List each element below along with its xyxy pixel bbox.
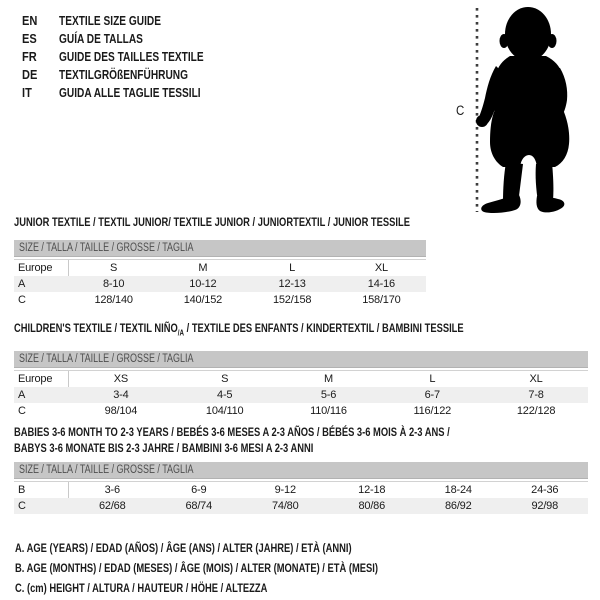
- baby-silhouette: [476, 7, 569, 213]
- value-cell: 14-16: [367, 278, 395, 290]
- language-code: IT: [22, 85, 32, 100]
- section-title: [14, 214, 426, 230]
- value-cell: 86/92: [444, 500, 472, 512]
- value-cell: 122/128: [516, 405, 556, 418]
- language-code: DE: [22, 67, 38, 82]
- table-row: [14, 387, 588, 403]
- size-guide-section: [14, 320, 588, 419]
- size-header-bar: [14, 462, 588, 479]
- value-cell: 7-8: [528, 389, 544, 402]
- row-label-cell: C: [18, 294, 26, 306]
- value-cell: 3-6: [104, 484, 120, 496]
- value-cell: 80/86: [358, 500, 386, 512]
- value-cell: M: [324, 373, 333, 386]
- row-label-cell: Europe: [14, 260, 69, 276]
- language-code: EN: [22, 13, 38, 28]
- value-cell: 10-12: [189, 278, 217, 290]
- value-cell: L: [289, 262, 296, 274]
- row-label-cell: C: [18, 405, 26, 418]
- section-title-line: CHILDREN'S TEXTILE / TEXTIL $NIÑO_{/A}$ / TEXTILE DES ENFANTS / KINDERTEXTIL / BAMBINI TESSILE: [14, 321, 464, 338]
- value-cell: 5-6: [320, 389, 337, 402]
- language-row: [22, 48, 244, 66]
- language-label: TEXTILGRÖßENFÜHRUNG: [59, 67, 189, 82]
- section-title-line: JUNIOR TEXTILE / TEXTIL JUNIOR/ TEXTILE JUNIOR / JUNIORTEXTIL / JUNIOR TESSILE: [14, 215, 410, 229]
- baby-silhouette-graphic: [470, 0, 600, 222]
- table-row: [14, 403, 588, 419]
- size-header-text: SIZE / TALLA / TAILLE / GRÖSSE / TAGLIA: [19, 464, 194, 476]
- value-cell: 12-13: [278, 278, 306, 290]
- value-cell: 6-9: [191, 484, 207, 496]
- section-title: [14, 424, 588, 456]
- row-label-cell: B: [14, 482, 69, 498]
- row-label-cell: A: [18, 389, 26, 402]
- value-cell: 4-5: [217, 389, 233, 402]
- language-code: FR: [22, 49, 37, 64]
- language-guide: [22, 12, 244, 102]
- row-label-cell: C: [18, 500, 26, 512]
- size-table: [14, 370, 588, 419]
- value-cell: XS: [113, 373, 129, 386]
- size-table: [14, 481, 588, 514]
- language-label: GUÍA DE TALLAS: [59, 31, 143, 46]
- language-row: [22, 66, 244, 84]
- row-label-cell: A: [18, 278, 26, 290]
- row-label-cell: Europe: [14, 371, 69, 387]
- value-cell: 12-18: [358, 484, 386, 496]
- value-cell: XL: [529, 373, 543, 386]
- table-row: [14, 276, 426, 292]
- value-cell: 18-24: [444, 484, 472, 496]
- language-label: GUIDA ALLE TAGLIE TESSILI: [59, 85, 201, 100]
- language-label: TEXTILE SIZE GUIDE: [59, 13, 161, 28]
- value-cell: 140/152: [183, 294, 223, 306]
- value-cell: 24-36: [531, 484, 559, 496]
- language-code: ES: [22, 31, 37, 46]
- value-cell: S: [110, 262, 118, 274]
- size-header-bar: [14, 351, 588, 368]
- value-cell: 116/122: [413, 405, 452, 418]
- section-title-line: BABYS 3-6 MONATE BIS 2-3 JAHRE / BAMBINI 3-6 MESI A 2-3 ANNI: [14, 441, 314, 455]
- value-cell: 68/74: [185, 500, 213, 512]
- table-row: [14, 260, 426, 276]
- figure-height-label: C: [456, 103, 465, 118]
- section-title-line: BABIES 3-6 MONTH TO 2-3 YEARS / BEBÉS 3-6 MESES A 2-3 AÑOS / BÉBÉS 3-6 MOIS À 2-3 ANS /: [14, 425, 450, 439]
- size-guide-section: [14, 424, 588, 514]
- value-cell: 110/116: [310, 405, 347, 418]
- value-cell: 62/68: [98, 500, 126, 512]
- value-cell: 3-4: [113, 389, 129, 402]
- value-cell: 128/140: [94, 294, 133, 306]
- size-header-text: SIZE / TALLA / TAILLE / GRÖSSE / TAGLIA: [19, 353, 194, 366]
- value-cell: M: [198, 262, 208, 274]
- language-row: [22, 12, 244, 30]
- table-row: [14, 371, 588, 387]
- value-cell: 9-12: [274, 484, 296, 496]
- size-header-bar: [14, 240, 426, 257]
- size-header-text: SIZE / TALLA / TAILLE / GRÖSSE / TAGLIA: [19, 242, 194, 254]
- size-guide-section: [14, 214, 426, 308]
- value-cell: 74/80: [271, 500, 299, 512]
- footnotes: [15, 538, 480, 598]
- table-row: [14, 482, 588, 498]
- table-row: [14, 292, 426, 308]
- size-figure: [455, 0, 600, 222]
- language-label: GUIDE DES TAILLES TEXTILE: [59, 49, 204, 64]
- value-cell: L: [429, 373, 436, 386]
- footnote-line: B. AGE (MONTHS) / EDAD (MESES) / ÂGE (MOIS) / ALTER (MONATE) / ETÀ (MESI): [15, 561, 378, 575]
- value-cell: 104/110: [205, 405, 244, 418]
- language-row: [22, 30, 244, 48]
- value-cell: 92/98: [531, 500, 559, 512]
- footnote-line: A. AGE (YEARS) / EDAD (AÑOS) / ÂGE (ANS) / ALTER (JAHRE) / ETÀ (ANNI): [15, 541, 352, 555]
- value-cell: 6-7: [424, 389, 440, 402]
- section-title: [14, 320, 588, 341]
- size-table: [14, 259, 426, 308]
- table-row: [14, 498, 588, 514]
- value-cell: XL: [374, 262, 388, 274]
- value-cell: S: [221, 373, 229, 386]
- language-row: [22, 84, 244, 102]
- value-cell: 152/158: [272, 294, 312, 306]
- footnote-line: C. (cm) HEIGHT / ALTURA / HAUTEUR / HÖHE / ALTEZZA: [15, 581, 268, 595]
- value-cell: 158/170: [362, 294, 401, 306]
- value-cell: 98/104: [104, 405, 138, 418]
- value-cell: 8-10: [103, 278, 125, 290]
